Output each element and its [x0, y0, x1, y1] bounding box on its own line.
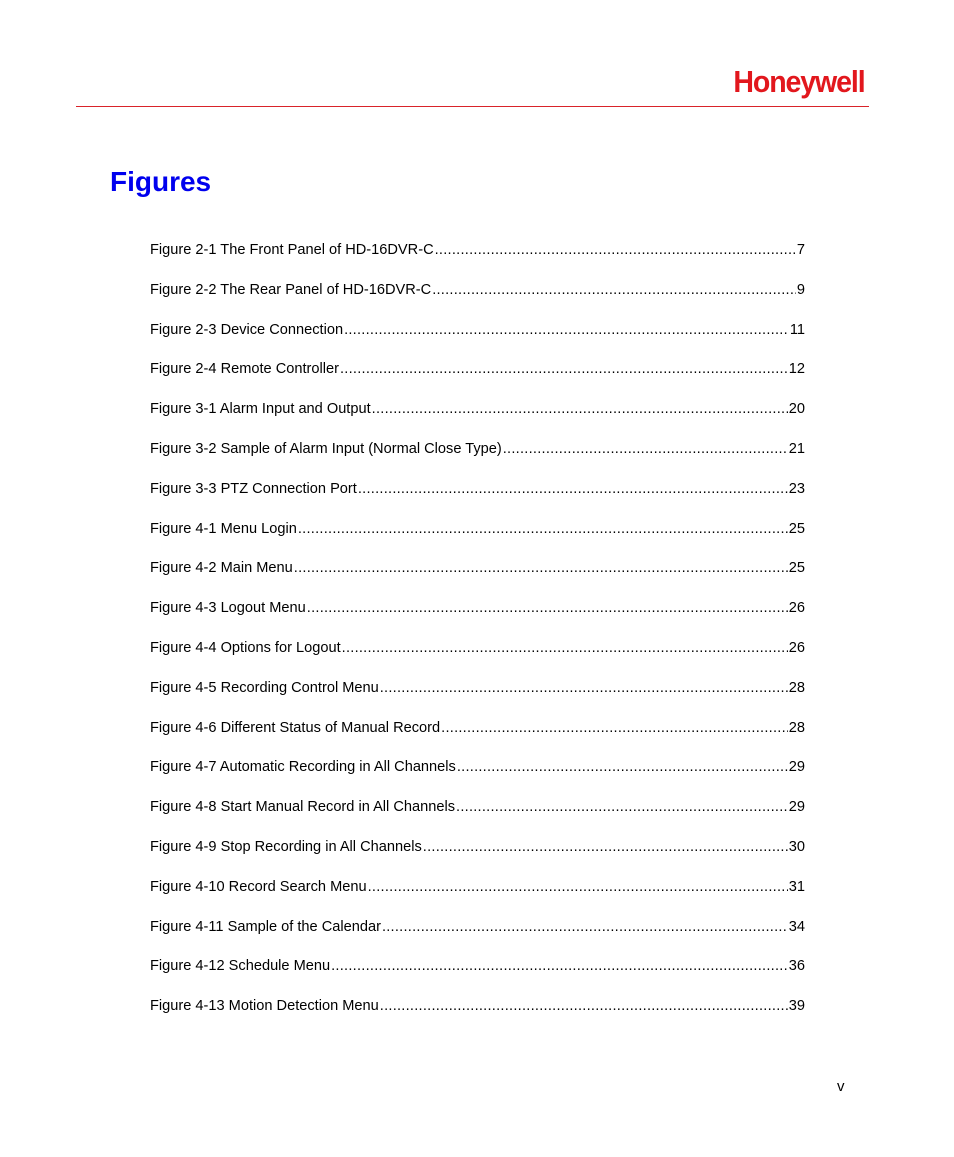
toc-entry[interactable] — [150, 638, 805, 678]
entry-title: Figure 4-9 Stop Recording in All Channels — [150, 838, 422, 855]
dot-leader — [298, 519, 788, 539]
entry-title: Figure 4-13 Motion Detection Menu — [150, 998, 379, 1015]
entry-page-number: 26 — [788, 639, 805, 656]
entry-page-number: 7 — [796, 242, 805, 258]
entry-page-number: 39 — [788, 998, 805, 1015]
entry-page-number: 28 — [788, 719, 805, 736]
dot-leader — [456, 797, 788, 817]
dot-leader — [368, 877, 788, 897]
honeywell-logo: Honeywell — [733, 64, 865, 99]
entry-title: Figure 4-5 Recording Control Menu — [150, 679, 379, 696]
entry-page-number: 31 — [788, 878, 805, 895]
toc-entry[interactable] — [150, 757, 805, 797]
toc-entry[interactable] — [150, 917, 805, 957]
dot-leader — [331, 956, 788, 976]
dot-leader — [372, 399, 788, 419]
dot-leader — [457, 757, 788, 777]
entry-title: Figure 4-8 Start Manual Record in All Channels — [150, 799, 456, 816]
entry-title: Figure 4-2 Main Menu — [150, 560, 293, 577]
toc-entry[interactable] — [150, 718, 805, 758]
entry-title: Figure 4-6 Different Status of Manual Record — [150, 719, 441, 736]
entry-title: Figure 4-10 Record Search Menu — [150, 878, 367, 895]
dot-leader — [423, 837, 788, 857]
entry-page-number: 29 — [788, 799, 805, 816]
dot-leader — [380, 996, 788, 1016]
toc-entry[interactable] — [150, 479, 805, 519]
entry-page-number: 30 — [788, 838, 805, 855]
entry-page-number: 25 — [788, 560, 805, 577]
page-title: Figures — [110, 166, 212, 197]
entry-page-number: 29 — [788, 759, 805, 776]
toc-entry[interactable] — [150, 558, 805, 598]
entry-title: Figure 4-3 Logout Menu — [150, 600, 306, 617]
toc-entry[interactable] — [150, 956, 805, 996]
toc-entry[interactable] — [150, 678, 805, 718]
toc-entry[interactable] — [150, 996, 805, 1036]
entry-page-number: 20 — [788, 401, 805, 418]
dot-leader — [432, 280, 796, 300]
toc-entry[interactable] — [150, 837, 805, 877]
entry-page-number: 25 — [788, 520, 805, 537]
entry-page-number: 36 — [788, 958, 805, 975]
dot-leader — [307, 598, 788, 618]
entry-title: Figure 2-2 The Rear Panel of HD-16DVR-C — [150, 281, 432, 298]
toc-entry[interactable] — [150, 320, 805, 360]
toc-entry[interactable] — [150, 240, 805, 280]
entry-title: Figure 3-2 Sample of Alarm Input (Normal Close Type) — [150, 440, 502, 457]
toc-entry[interactable] — [150, 359, 805, 399]
dot-leader — [441, 718, 788, 738]
dot-leader — [340, 359, 788, 379]
dot-leader — [344, 320, 789, 340]
toc-entry[interactable] — [150, 280, 805, 320]
toc-entry[interactable] — [150, 598, 805, 638]
toc-entry[interactable] — [150, 797, 805, 837]
entry-page-number: 11 — [789, 321, 805, 338]
header-divider — [76, 106, 869, 107]
entry-title: Figure 3-1 Alarm Input and Output — [150, 401, 371, 418]
entry-page-number: 9 — [796, 281, 805, 298]
dot-leader — [503, 439, 788, 459]
entry-page-number: 12 — [788, 361, 805, 378]
dot-leader — [382, 917, 788, 937]
dot-leader — [358, 479, 788, 499]
entry-title: Figure 4-1 Menu Login — [150, 520, 297, 537]
entry-page-number: 21 — [788, 440, 805, 457]
entry-title: Figure 2-3 Device Connection — [150, 321, 344, 338]
dot-leader — [435, 240, 796, 260]
dot-leader — [380, 678, 788, 698]
toc-entry[interactable] — [150, 519, 805, 559]
page-number: v — [837, 1078, 845, 1095]
toc-entry[interactable] — [150, 399, 805, 439]
entry-page-number: 23 — [788, 480, 805, 497]
entry-title: Figure 2-1 The Front Panel of HD-16DVR-C — [150, 242, 434, 258]
toc-entry[interactable] — [150, 439, 805, 479]
entry-title: Figure 4-11 Sample of the Calendar — [150, 918, 381, 935]
entry-title: Figure 4-7 Automatic Recording in All Channels — [150, 759, 456, 776]
toc-entry[interactable] — [150, 877, 805, 917]
entry-title: Figure 2-4 Remote Controller — [150, 361, 339, 378]
entry-title: Figure 4-12 Schedule Menu — [150, 958, 331, 975]
entry-title: Figure 4-4 Options for Logout — [150, 639, 341, 656]
dot-leader — [294, 558, 788, 578]
entry-page-number: 26 — [788, 600, 805, 617]
entry-page-number: 28 — [788, 679, 805, 696]
entry-title: Figure 3-3 PTZ Connection Port — [150, 480, 357, 497]
dot-leader — [342, 638, 788, 658]
entry-page-number: 34 — [788, 918, 805, 935]
figure-list — [150, 240, 805, 1036]
